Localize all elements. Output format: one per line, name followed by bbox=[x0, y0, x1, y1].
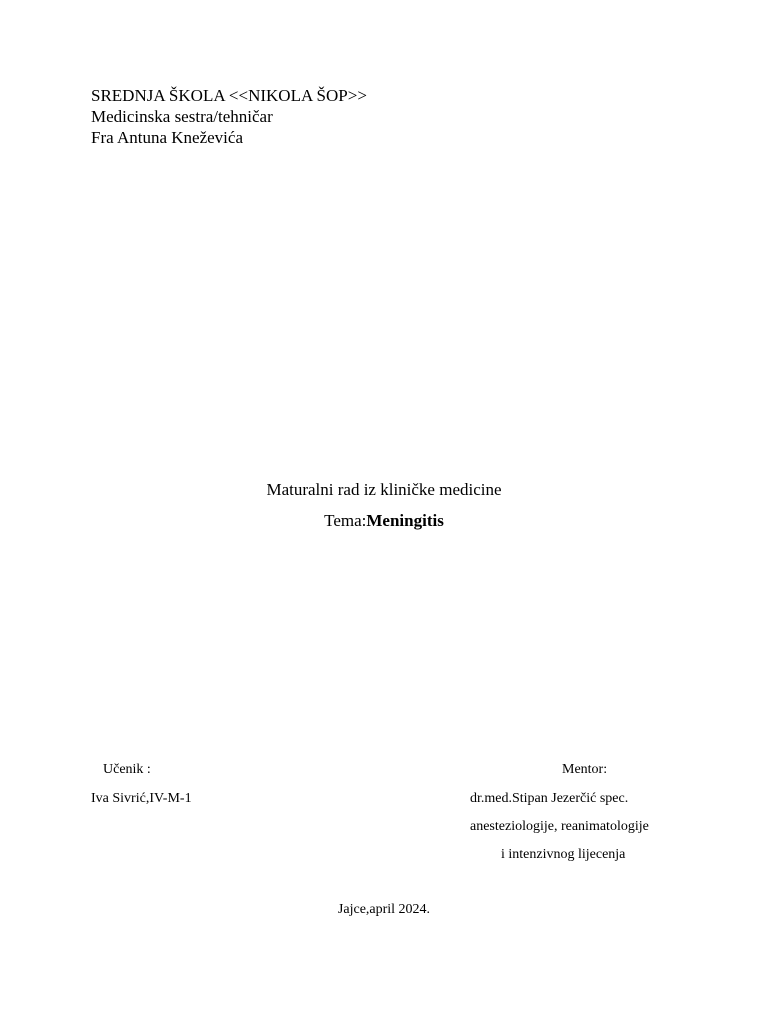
thesis-title: Maturalni rad iz kliničke medicine bbox=[266, 480, 502, 499]
mentor-label: Mentor: bbox=[562, 762, 608, 777]
topic-label: Tema: bbox=[324, 511, 367, 530]
mentor-specialty-line1: anesteziologije, reanimatologije bbox=[470, 819, 649, 834]
mentor-specialty-line2: i intenzivnog lijecenja bbox=[501, 847, 626, 862]
place-date: Jajce,april 2024. bbox=[337, 902, 431, 917]
mentor-name: dr.med.Stipan Jezerčić spec. bbox=[470, 791, 629, 806]
student-label: Učenik : bbox=[103, 762, 151, 777]
school-name: SREDNJA ŠKOLA <<NIKOLA ŠOP>> bbox=[91, 86, 367, 105]
program-name: Medicinska sestra/tehničar bbox=[91, 107, 273, 126]
school-header bbox=[91, 85, 367, 148]
topic-value: Meningitis bbox=[366, 511, 444, 530]
school-address: Fra Antuna Kneževića bbox=[91, 128, 243, 147]
topic-line bbox=[0, 511, 768, 531]
student-name: Iva Sivrić,IV-M-1 bbox=[91, 791, 192, 806]
